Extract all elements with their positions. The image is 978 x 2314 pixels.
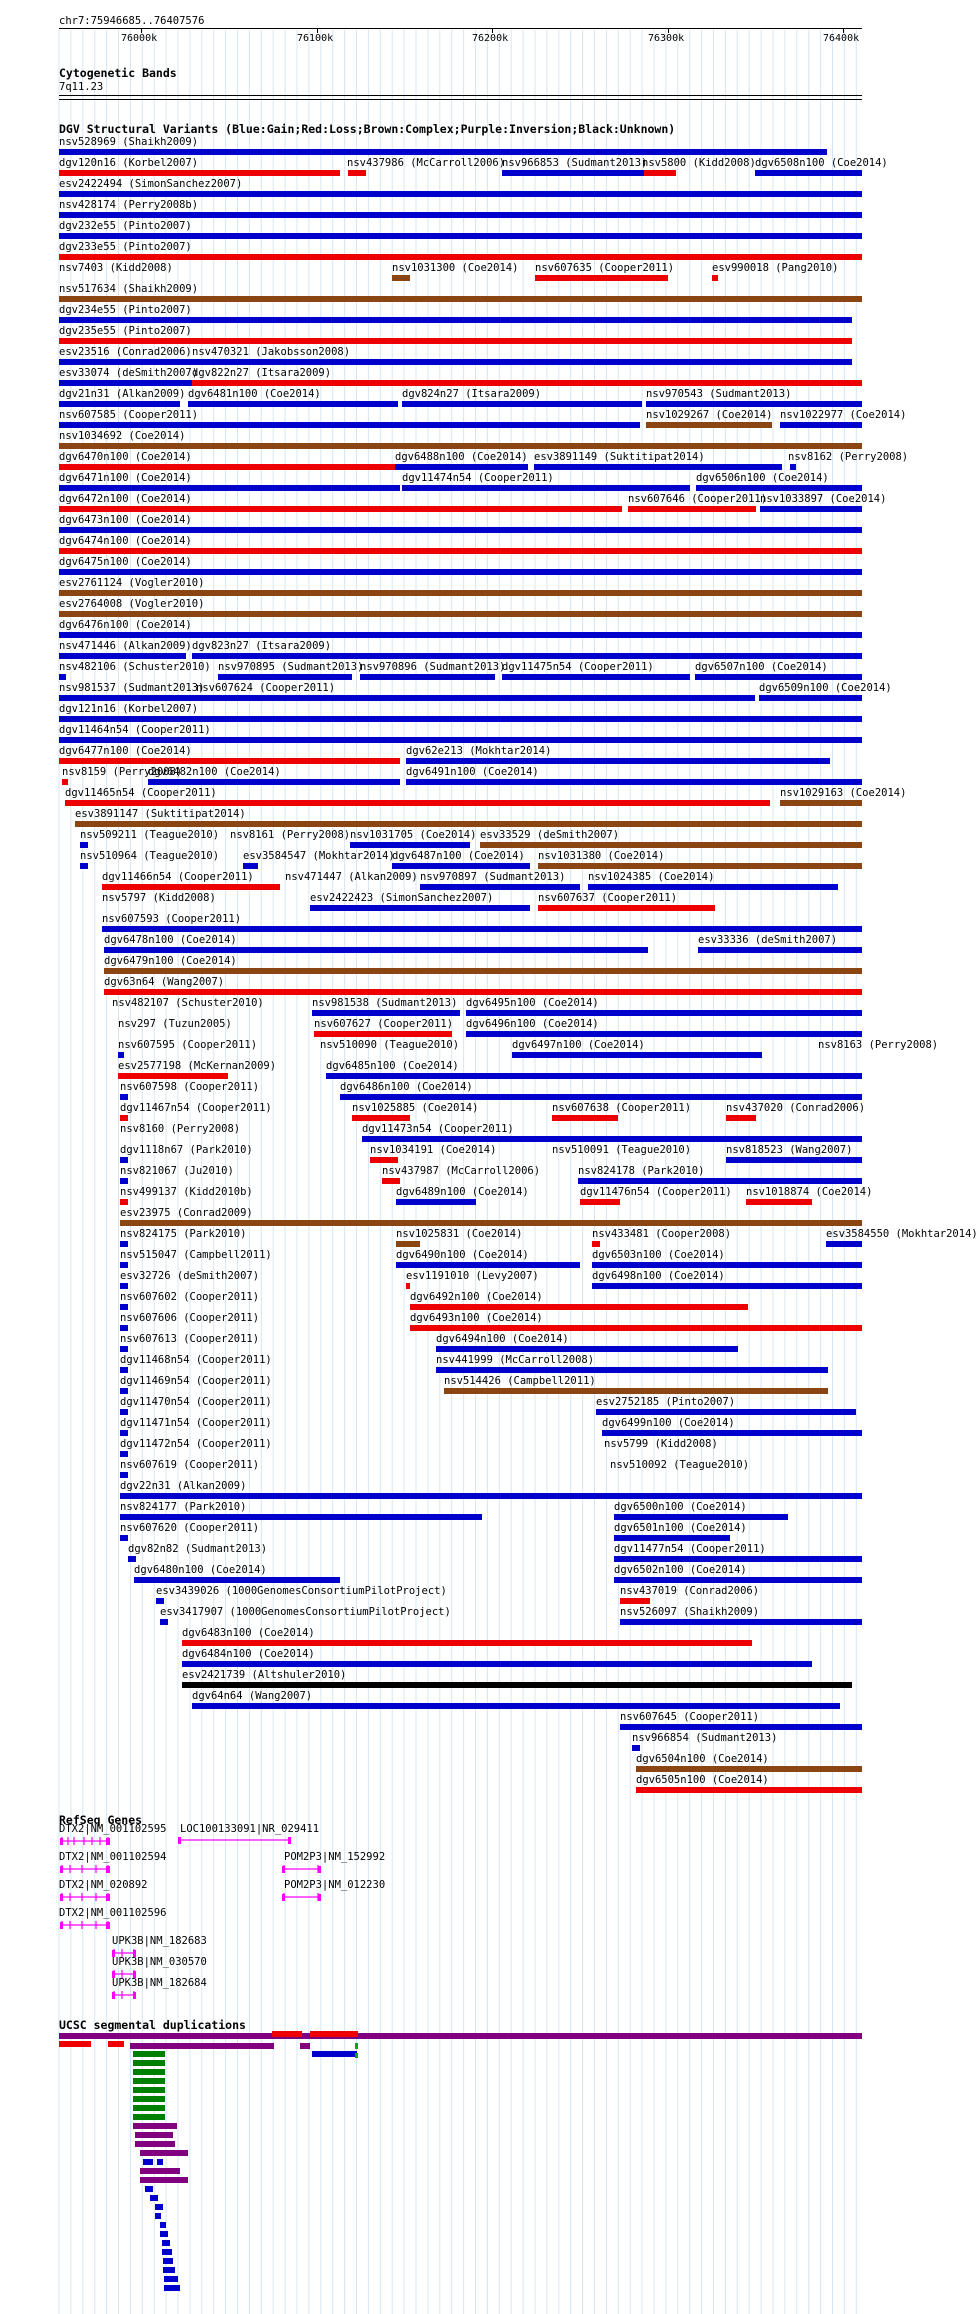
sv-label[interactable]: nsv1031300 (Coe2014) (392, 262, 519, 274)
sv-label[interactable]: esv990018 (Pang2010) (712, 262, 839, 274)
sv-label[interactable]: nsv510091 (Teague2010) (552, 1144, 692, 1156)
sv-label[interactable]: dgv6484n100 (Coe2014) (182, 1648, 315, 1660)
sv-label[interactable]: nsv981537 (Sudmant2013) (59, 682, 205, 694)
sv-label[interactable]: dgv235e55 (Pinto2007) (59, 325, 192, 337)
sv-label[interactable]: nsv471446 (Alkan2009) (59, 640, 192, 652)
sv-label[interactable]: nsv297 (Tuzun2005) (118, 1018, 232, 1030)
refseq-gene-label[interactable]: LOC100133091|NR_029411 (180, 1823, 320, 1835)
sv-label[interactable]: nsv509211 (Teague2010) (80, 829, 220, 841)
sv-label[interactable]: dgv6508n100 (Coe2014) (755, 157, 888, 169)
sv-label[interactable]: nsv437986 (McCarroll2006) (347, 157, 506, 169)
ruler-tick-label: 76300k (648, 33, 685, 44)
sv-label[interactable]: nsv441999 (McCarroll2008) (436, 1354, 595, 1366)
sv-label[interactable]: nsv1024385 (Coe2014) (588, 871, 715, 883)
sv-label[interactable]: nsv607595 (Cooper2011) (118, 1039, 258, 1051)
sv-label[interactable]: esv2761124 (Vogler2010) (59, 577, 205, 589)
sv-label[interactable]: dgv6507n100 (Coe2014) (695, 661, 828, 673)
sv-label[interactable]: nsv966853 (Sudmant2013) (502, 157, 648, 169)
sv-label[interactable]: dgv6478n100 (Coe2014) (104, 934, 237, 946)
sv-label[interactable]: nsv1025885 (Coe2014) (352, 1102, 479, 1114)
sv-label[interactable]: nsv607598 (Cooper2011) (120, 1081, 260, 1093)
sv-label[interactable]: dgv6496n100 (Coe2014) (466, 1018, 599, 1030)
sv-label[interactable]: dgv6488n100 (Coe2014) (395, 451, 528, 463)
refseq-gene-label[interactable]: POM2P3|NM_152992 (284, 1851, 386, 1863)
sv-label[interactable]: dgv6474n100 (Coe2014) (59, 535, 192, 547)
sv-label[interactable]: nsv470321 (Jakobsson2008) (192, 346, 351, 358)
sv-label[interactable]: dgv6481n100 (Coe2014) (188, 388, 321, 400)
sv-label[interactable]: esv3439026 (1000GenomesConsortiumPilotProject) (156, 1585, 447, 1597)
sv-label[interactable]: nsv528969 (Shaikh2009) (59, 136, 199, 148)
sv-label[interactable]: dgv6502n100 (Coe2014) (614, 1564, 747, 1576)
sv-label[interactable]: nsv437019 (Conrad2006) (620, 1585, 760, 1597)
sv-label[interactable]: dgv11476n54 (Cooper2011) (580, 1186, 732, 1198)
sv-label[interactable]: nsv1018874 (Coe2014) (746, 1186, 873, 1198)
sv-label[interactable]: dgv6479n100 (Coe2014) (104, 955, 237, 967)
sv-label[interactable]: nsv824177 (Park2010) (120, 1501, 247, 1513)
sv-label[interactable]: dgv1118n67 (Park2010) (120, 1144, 253, 1156)
sv-label[interactable]: nsv970895 (Sudmant2013) (218, 661, 364, 673)
sv-label[interactable]: nsv824178 (Park2010) (578, 1165, 705, 1177)
sv-label[interactable]: esv33336 (deSmith2007) (698, 934, 838, 946)
sv-label[interactable]: dgv6482n100 (Coe2014) (148, 766, 281, 778)
sv-label[interactable]: dgv233e55 (Pinto2007) (59, 241, 192, 253)
sv-label[interactable]: nsv499137 (Kidd2010b) (120, 1186, 253, 1198)
ruler-tick-label: 76000k (121, 33, 158, 44)
sv-label[interactable]: esv23516 (Conrad2006) (59, 346, 192, 358)
sv-label[interactable]: esv32726 (deSmith2007) (120, 1270, 260, 1282)
sv-label[interactable]: esv33074 (deSmith2007) (59, 367, 199, 379)
sv-label[interactable]: nsv5800 (Kidd2008) (642, 157, 756, 169)
sv-label[interactable]: dgv6498n100 (Coe2014) (592, 1270, 725, 1282)
sv-label[interactable]: dgv6505n100 (Coe2014) (636, 1774, 769, 1786)
sv-label[interactable]: esv2752185 (Pinto2007) (596, 1396, 736, 1408)
sv-label[interactable]: dgv6501n100 (Coe2014) (614, 1522, 747, 1534)
sv-label[interactable]: dgv11470n54 (Cooper2011) (120, 1396, 272, 1408)
sv-label[interactable]: dgv6504n100 (Coe2014) (636, 1753, 769, 1765)
sv-label[interactable]: esv3584547 (Mokhtar2014) (243, 850, 395, 862)
refseq-gene-label[interactable]: POM2P3|NM_012230 (284, 1879, 386, 1891)
cytoband-track-title: Cytogenetic Bands (59, 66, 177, 80)
sv-label[interactable]: nsv607619 (Cooper2011) (120, 1459, 260, 1471)
sv-label[interactable]: dgv11466n54 (Cooper2011) (102, 871, 254, 883)
sv-label[interactable]: nsv437020 (Conrad2006) (726, 1102, 866, 1114)
sv-label[interactable]: nsv607638 (Cooper2011) (552, 1102, 692, 1114)
sv-label[interactable]: nsv1022977 (Coe2014) (780, 409, 907, 421)
sv-label[interactable]: nsv433481 (Cooper2008) (592, 1228, 732, 1240)
sv-label[interactable]: nsv607646 (Cooper2011) (628, 493, 768, 505)
sv-label[interactable]: nsv526097 (Shaikh2009) (620, 1606, 760, 1618)
sv-label[interactable]: dgv62e213 (Mokhtar2014) (406, 745, 552, 757)
sv-label[interactable]: esv3417907 (1000GenomesConsortiumPilotProject) (160, 1606, 451, 1618)
sv-label[interactable]: nsv607624 (Cooper2011) (196, 682, 336, 694)
sv-label[interactable]: dgv234e55 (Pinto2007) (59, 304, 192, 316)
sv-label[interactable]: esv3584550 (Mokhtar2014) (826, 1228, 978, 1240)
sv-label[interactable]: nsv818523 (Wang2007) (726, 1144, 853, 1156)
sv-label[interactable]: nsv8163 (Perry2008) (818, 1039, 939, 1051)
sv-label[interactable]: nsv510092 (Teague2010) (610, 1459, 750, 1471)
ruler-tick-label: 76200k (472, 33, 509, 44)
sv-label[interactable]: nsv428174 (Perry2008b) (59, 199, 199, 211)
sv-label[interactable]: nsv607593 (Cooper2011) (102, 913, 242, 925)
sv-label[interactable]: nsv607613 (Cooper2011) (120, 1333, 260, 1345)
sv-label[interactable]: nsv607620 (Cooper2011) (120, 1522, 260, 1534)
ruler-tick-label: 76100k (297, 33, 334, 44)
refseq-track-title: RefSeq Genes (59, 1813, 143, 1827)
sv-label[interactable]: nsv970896 (Sudmant2013) (360, 661, 506, 673)
sv-label[interactable]: dgv6495n100 (Coe2014) (466, 997, 599, 1009)
refseq-gene-label[interactable]: DTX2|NM_001102594 (59, 1851, 167, 1863)
sv-label[interactable]: dgv6506n100 (Coe2014) (696, 472, 829, 484)
coordinate-label: chr7:75946685..76407576 (59, 15, 205, 27)
sv-label[interactable]: esv2577198 (McKernan2009) (118, 1060, 277, 1072)
sv-label[interactable]: nsv970543 (Sudmant2013) (646, 388, 792, 400)
sv-label[interactable]: dgv6499n100 (Coe2014) (602, 1417, 735, 1429)
sv-label[interactable]: nsv8161 (Perry2008) (230, 829, 351, 841)
sv-label[interactable]: nsv981538 (Sudmant2013) (312, 997, 458, 1009)
sv-label[interactable]: nsv607635 (Cooper2011) (535, 262, 675, 274)
sv-label[interactable]: dgv6492n100 (Coe2014) (410, 1291, 543, 1303)
cytoband-label: 7q11.23 (59, 81, 104, 93)
sv-label[interactable]: dgv21n31 (Alkan2009) (59, 388, 186, 400)
ruler-tick-label: 76400k (823, 33, 860, 44)
sv-label[interactable]: nsv8159 (Perry2008) (62, 766, 183, 778)
sv-label[interactable]: esv33529 (deSmith2007) (480, 829, 620, 841)
refseq-gene-label[interactable]: UPK3B|NM_182683 (112, 1935, 207, 1947)
sv-label[interactable]: dgv6500n100 (Coe2014) (614, 1501, 747, 1513)
sv-label[interactable]: dgv82n82 (Sudmant2013) (128, 1543, 268, 1555)
refseq-gene-label[interactable]: DTX2|NM_020892 (59, 1879, 148, 1891)
sv-label[interactable]: nsv966854 (Sudmant2013) (632, 1732, 778, 1744)
sv-label[interactable]: dgv63n64 (Wang2007) (104, 976, 225, 988)
sv-label[interactable]: dgv120n16 (Korbel2007) (59, 157, 199, 169)
refseq-gene-label[interactable]: UPK3B|NM_182684 (112, 1977, 207, 1989)
sv-label[interactable]: esv1191010 (Levy2007) (406, 1270, 539, 1282)
sv-label[interactable]: dgv823n27 (Itsara2009) (192, 640, 332, 652)
sv-label[interactable]: dgv6489n100 (Coe2014) (396, 1186, 529, 1198)
sv-label[interactable]: nsv1025831 (Coe2014) (396, 1228, 523, 1240)
sv-label[interactable]: dgv22n31 (Alkan2009) (120, 1480, 247, 1492)
sv-label[interactable]: nsv5797 (Kidd2008) (102, 892, 216, 904)
sv-label[interactable]: nsv1034692 (Coe2014) (59, 430, 186, 442)
sv-label[interactable]: nsv607645 (Cooper2011) (620, 1711, 760, 1723)
sv-label[interactable]: nsv514426 (Campbell2011) (444, 1375, 596, 1387)
sv-label[interactable]: nsv1033897 (Coe2014) (760, 493, 887, 505)
sv-label[interactable]: esv2422494 (SimonSanchez2007) (59, 178, 243, 190)
sv-label[interactable]: esv2421739 (Altshuler2010) (182, 1669, 347, 1681)
sv-label[interactable]: nsv824175 (Park2010) (120, 1228, 247, 1240)
sv-label[interactable]: nsv1029267 (Coe2014) (646, 409, 773, 421)
sv-label[interactable]: dgv11473n54 (Cooper2011) (362, 1123, 514, 1135)
sv-label[interactable]: dgv6491n100 (Coe2014) (406, 766, 539, 778)
refseq-gene-label[interactable]: DTX2|NM_001102596 (59, 1907, 167, 1919)
sv-label[interactable]: dgv64n64 (Wang2007) (192, 1690, 313, 1702)
sv-label[interactable]: dgv6493n100 (Coe2014) (410, 1312, 543, 1324)
sv-label[interactable]: dgv6480n100 (Coe2014) (134, 1564, 267, 1576)
sv-label[interactable]: dgv11471n54 (Cooper2011) (120, 1417, 272, 1429)
sv-label[interactable]: nsv7403 (Kidd2008) (59, 262, 173, 274)
sv-label[interactable]: dgv6470n100 (Coe2014) (59, 451, 192, 463)
sv-label[interactable]: dgv6477n100 (Coe2014) (59, 745, 192, 757)
sv-label[interactable]: dgv6503n100 (Coe2014) (592, 1249, 725, 1261)
sv-label[interactable]: dgv6476n100 (Coe2014) (59, 619, 192, 631)
sv-label[interactable]: dgv11474n54 (Cooper2011) (402, 472, 554, 484)
sv-label[interactable]: nsv1031705 (Coe2014) (350, 829, 477, 841)
sv-label[interactable]: esv3891147 (Suktitipat2014) (75, 808, 246, 820)
sv-label[interactable]: dgv6483n100 (Coe2014) (182, 1627, 315, 1639)
sv-label[interactable]: nsv821067 (Ju2010) (120, 1165, 234, 1177)
sv-label[interactable]: nsv515047 (Campbell2011) (120, 1249, 272, 1261)
refseq-gene-label[interactable]: UPK3B|NM_030570 (112, 1956, 207, 1968)
sv-label[interactable]: nsv607627 (Cooper2011) (314, 1018, 454, 1030)
sv-label[interactable]: dgv11472n54 (Cooper2011) (120, 1438, 272, 1450)
sv-label[interactable]: nsv517634 (Shaikh2009) (59, 283, 199, 295)
sv-label[interactable]: nsv510964 (Teague2010) (80, 850, 220, 862)
sv-label[interactable]: nsv607637 (Cooper2011) (538, 892, 678, 904)
sv-label[interactable]: nsv437987 (McCarroll2006) (382, 1165, 541, 1177)
sv-label[interactable]: dgv11465n54 (Cooper2011) (65, 787, 217, 799)
sv-label[interactable]: dgv822n27 (Itsara2009) (192, 367, 332, 379)
dgv-track-title: DGV Structural Variants (Blue:Gain;Red:Loss;Brown:Complex;Purple:Inversion;Black:Unknown) (59, 122, 676, 136)
sv-label[interactable]: dgv121n16 (Korbel2007) (59, 703, 199, 715)
sv-label[interactable]: dgv6486n100 (Coe2014) (340, 1081, 473, 1093)
sv-label[interactable]: nsv970897 (Sudmant2013) (420, 871, 566, 883)
sv-label[interactable]: dgv232e55 (Pinto2007) (59, 220, 192, 232)
sv-label[interactable]: dgv11475n54 (Cooper2011) (502, 661, 654, 673)
sv-label[interactable]: nsv8162 (Perry2008) (788, 451, 909, 463)
sv-label[interactable]: dgv11477n54 (Cooper2011) (614, 1543, 766, 1555)
sv-label[interactable]: nsv607602 (Cooper2011) (120, 1291, 260, 1303)
sv-label[interactable]: dgv6485n100 (Coe2014) (326, 1060, 459, 1072)
sv-label[interactable]: dgv6497n100 (Coe2014) (512, 1039, 645, 1051)
sv-label[interactable]: dgv6487n100 (Coe2014) (392, 850, 525, 862)
sv-label[interactable]: nsv482107 (Schuster2010) (112, 997, 264, 1009)
sv-label[interactable]: dgv6509n100 (Coe2014) (759, 682, 892, 694)
sv-label[interactable]: dgv6471n100 (Coe2014) (59, 472, 192, 484)
sv-label[interactable]: esv23975 (Conrad2009) (120, 1207, 253, 1219)
sv-label[interactable]: nsv510090 (Teague2010) (320, 1039, 460, 1051)
segdup-track-title: UCSC segmental duplications (59, 2018, 246, 2032)
sv-label[interactable]: dgv11469n54 (Cooper2011) (120, 1375, 272, 1387)
sv-label[interactable]: dgv11468n54 (Cooper2011) (120, 1354, 272, 1366)
sv-label[interactable]: dgv6494n100 (Coe2014) (436, 1333, 569, 1345)
sv-label[interactable]: nsv471447 (Alkan2009) (285, 871, 418, 883)
sv-label[interactable]: esv2764008 (Vogler2010) (59, 598, 205, 610)
sv-label[interactable]: dgv6475n100 (Coe2014) (59, 556, 192, 568)
sv-label[interactable]: nsv607585 (Cooper2011) (59, 409, 199, 421)
sv-label[interactable]: dgv11464n54 (Cooper2011) (59, 724, 211, 736)
sv-label[interactable]: esv3891149 (Suktitipat2014) (534, 451, 705, 463)
sv-label[interactable]: esv2422423 (SimonSanchez2007) (310, 892, 494, 904)
sv-label[interactable]: dgv6490n100 (Coe2014) (396, 1249, 529, 1261)
sv-label[interactable]: nsv1031380 (Coe2014) (538, 850, 665, 862)
sv-label[interactable]: nsv1034191 (Coe2014) (370, 1144, 497, 1156)
sv-label[interactable]: dgv6472n100 (Coe2014) (59, 493, 192, 505)
sv-label[interactable]: dgv11467n54 (Cooper2011) (120, 1102, 272, 1114)
sv-label[interactable]: nsv482106 (Schuster2010) (59, 661, 211, 673)
sv-label[interactable]: nsv8160 (Perry2008) (120, 1123, 241, 1135)
sv-label[interactable]: dgv824n27 (Itsara2009) (402, 388, 542, 400)
sv-label[interactable]: dgv6473n100 (Coe2014) (59, 514, 192, 526)
sv-label[interactable]: nsv1029163 (Coe2014) (780, 787, 907, 799)
refseq-gene-label[interactable]: DTX2|NM_001102595 (59, 1823, 167, 1835)
sv-label[interactable]: nsv5799 (Kidd2008) (604, 1438, 718, 1450)
sv-label[interactable]: nsv607606 (Cooper2011) (120, 1312, 260, 1324)
